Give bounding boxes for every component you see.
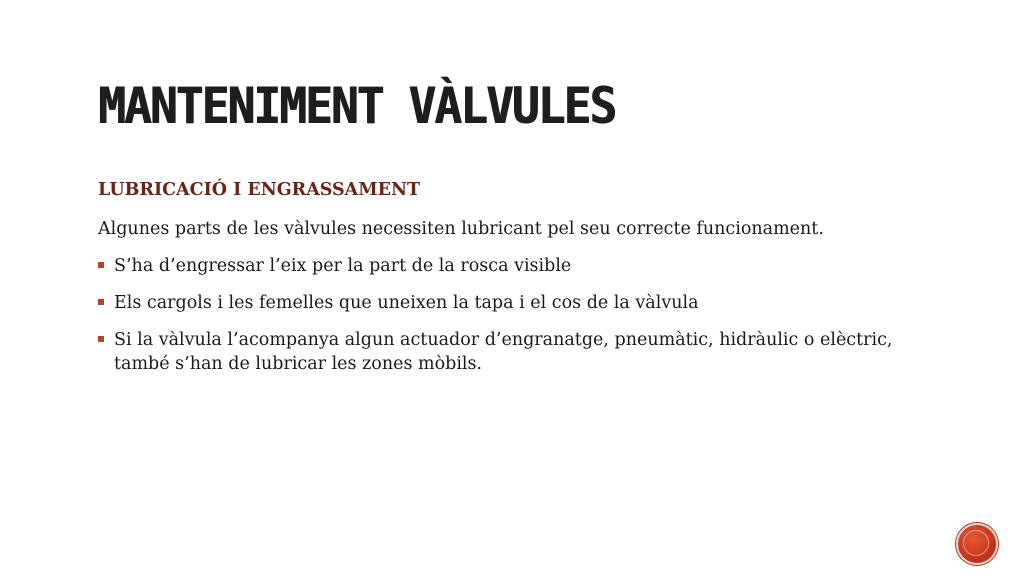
- square-bullet-icon: [98, 336, 104, 342]
- intro-text: Algunes parts de les vàlvules necessiten lubricant pel seu correcte funcionament.: [98, 219, 824, 239]
- section-subheading: LUBRICACIÓ I ENGRASSAMENT: [98, 180, 420, 200]
- logo-ring: [963, 530, 989, 556]
- bullet-item: [98, 328, 938, 376]
- circle-logo-icon: [956, 523, 998, 565]
- bullet-text: Els cargols i les femelles que uneixen la tapa i el cos de la vàlvula: [114, 293, 699, 313]
- square-bullet-icon: [98, 262, 104, 268]
- slide-title: MANTENIMENT VÀLVULES: [98, 77, 616, 135]
- bullet-item: [98, 254, 938, 278]
- slide-content: [98, 178, 938, 389]
- bullet-text: S’ha d’engressar l’eix per la part de la rosca visible: [114, 256, 572, 276]
- bullet-list: [98, 254, 938, 376]
- bullet-text: Si la vàlvula l’acompanya algun actuador d’engranatge, pneumàtic, hidràulic o elèctric, també s’han de lubricar les zones mòbils.: [114, 330, 893, 374]
- square-bullet-icon: [98, 299, 104, 305]
- bullet-item: [98, 291, 938, 315]
